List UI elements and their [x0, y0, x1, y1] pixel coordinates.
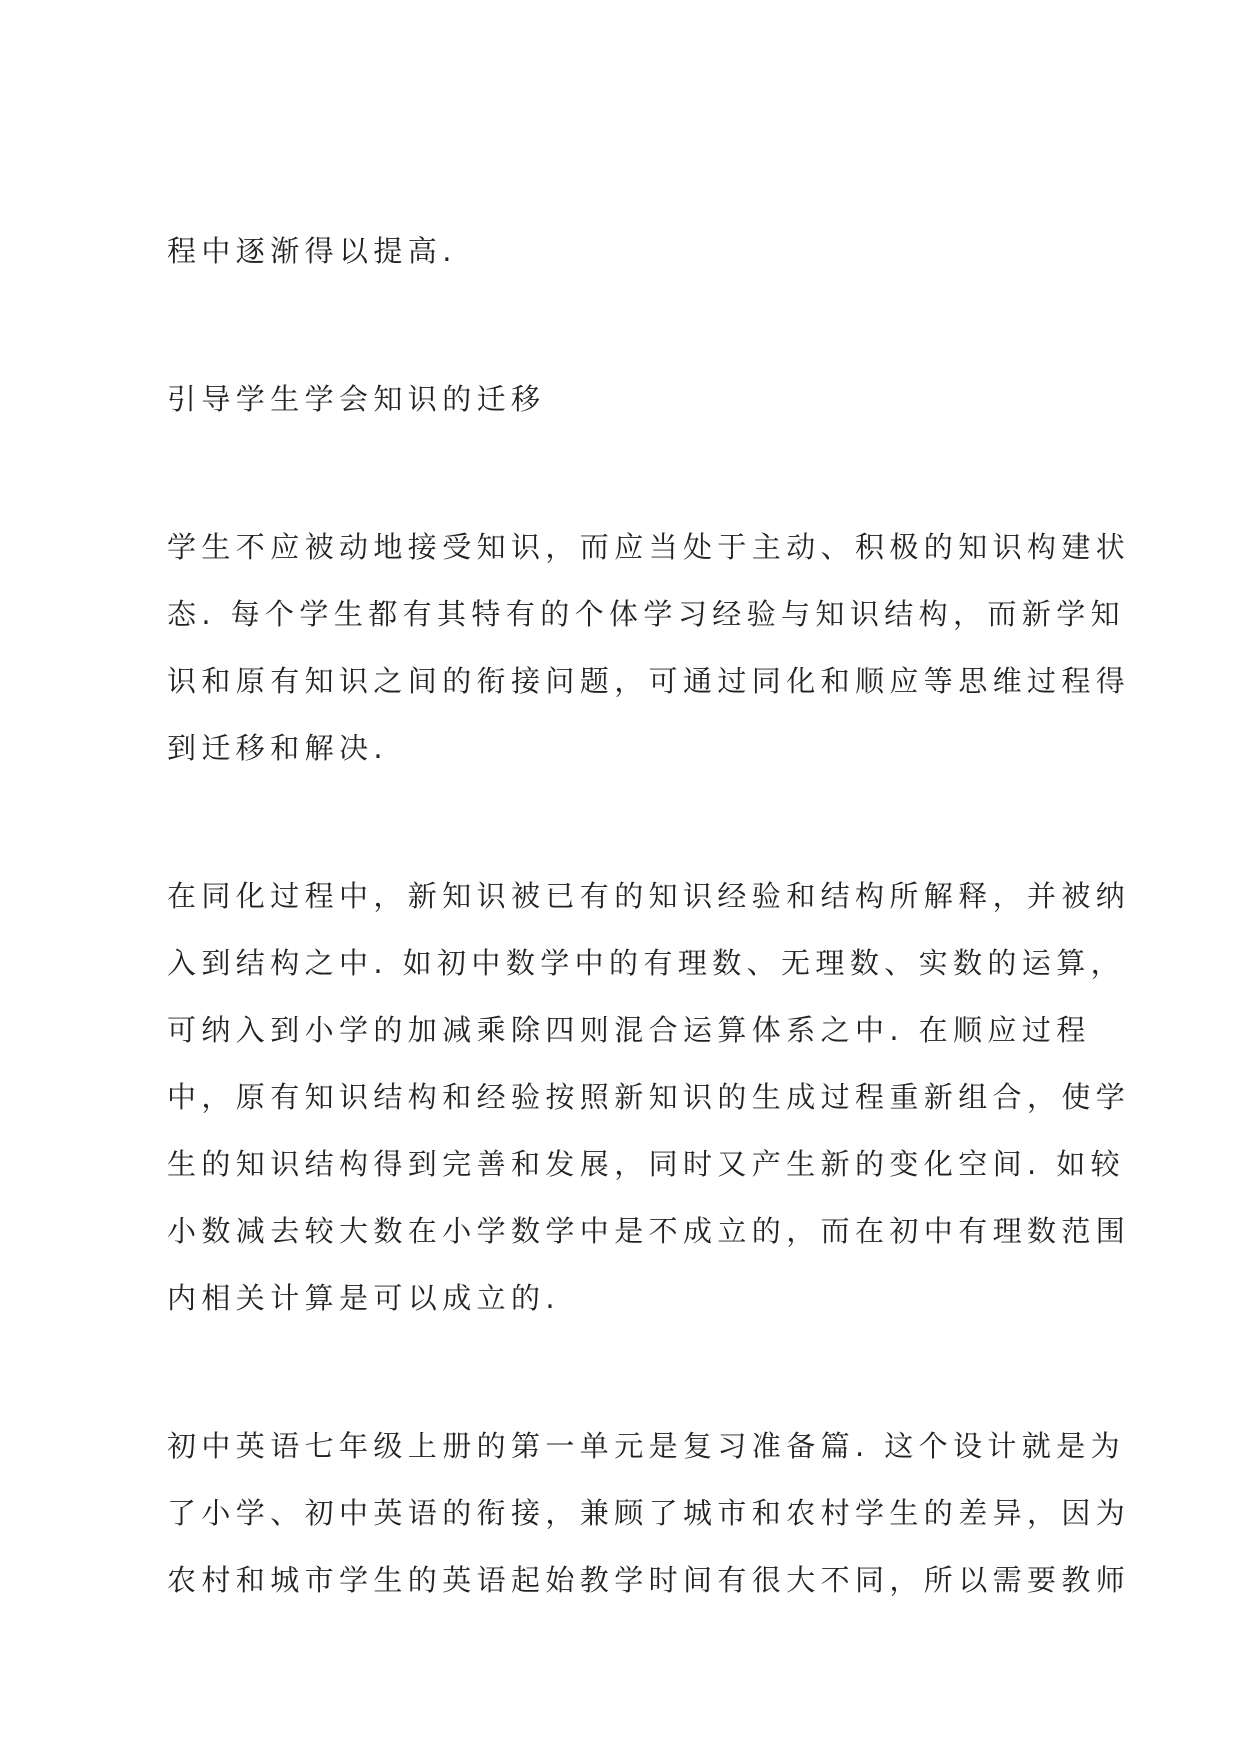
text-line: 农村和城市学生的英语起始教学时间有很大不同，所以需要教师 [167, 1563, 1131, 1597]
paragraph-spacer [167, 1338, 1097, 1419]
text-line: 了小学、初中英语的衔接，兼顾了城市和农村学生的差异，因为 [167, 1496, 1131, 1530]
document-body [167, 224, 1131, 1620]
paragraph-knowledge-construction [167, 520, 1131, 788]
paragraph-spacer [167, 439, 1097, 520]
text-line: 识和原有知识之间的衔接问题，可通过同化和顺应等思维过程得 [167, 664, 1131, 698]
section-heading [167, 372, 1097, 439]
paragraph-assimilation [167, 869, 1131, 1338]
text-line: 程中逐渐得以提高. [167, 234, 457, 268]
text-line: 内相关计算是可以成立的. [167, 1281, 561, 1315]
text-line: 生的知识结构得到完善和发展，同时又产生新的变化空间. 如较 [167, 1147, 1126, 1181]
paragraph-english-unit [167, 1419, 1131, 1620]
heading-line: 引导学生学会知识的迁移 [167, 382, 546, 416]
text-line: 学生不应被动地接受知识，而应当处于主动、积极的知识构建状 [167, 530, 1131, 564]
text-line: 在同化过程中，新知识被已有的知识经验和结构所解释，并被纳 [167, 879, 1131, 913]
text-line: 态. 每个学生都有其特有的个体学习经验与知识结构，而新学知 [167, 597, 1126, 631]
text-line: 入到结构之中. 如初中数学中的有理数、无理数、实数的运算， [167, 946, 1126, 980]
text-line: 中，原有知识结构和经验按照新知识的生成过程重新组合，使学 [167, 1080, 1131, 1114]
text-line: 小数减去较大数在小学数学中是不成立的，而在初中有理数范围 [167, 1214, 1131, 1248]
paragraph-continuation [167, 224, 1097, 291]
text-line: 可纳入到小学的加减乘除四则混合运算体系之中. 在顺应过程 [167, 1013, 1091, 1047]
paragraph-spacer [167, 788, 1097, 869]
text-line: 到迁移和解决. [167, 731, 389, 765]
paragraph-spacer [167, 291, 1097, 372]
text-line: 初中英语七年级上册的第一单元是复习准备篇. 这个设计就是为 [167, 1429, 1126, 1463]
